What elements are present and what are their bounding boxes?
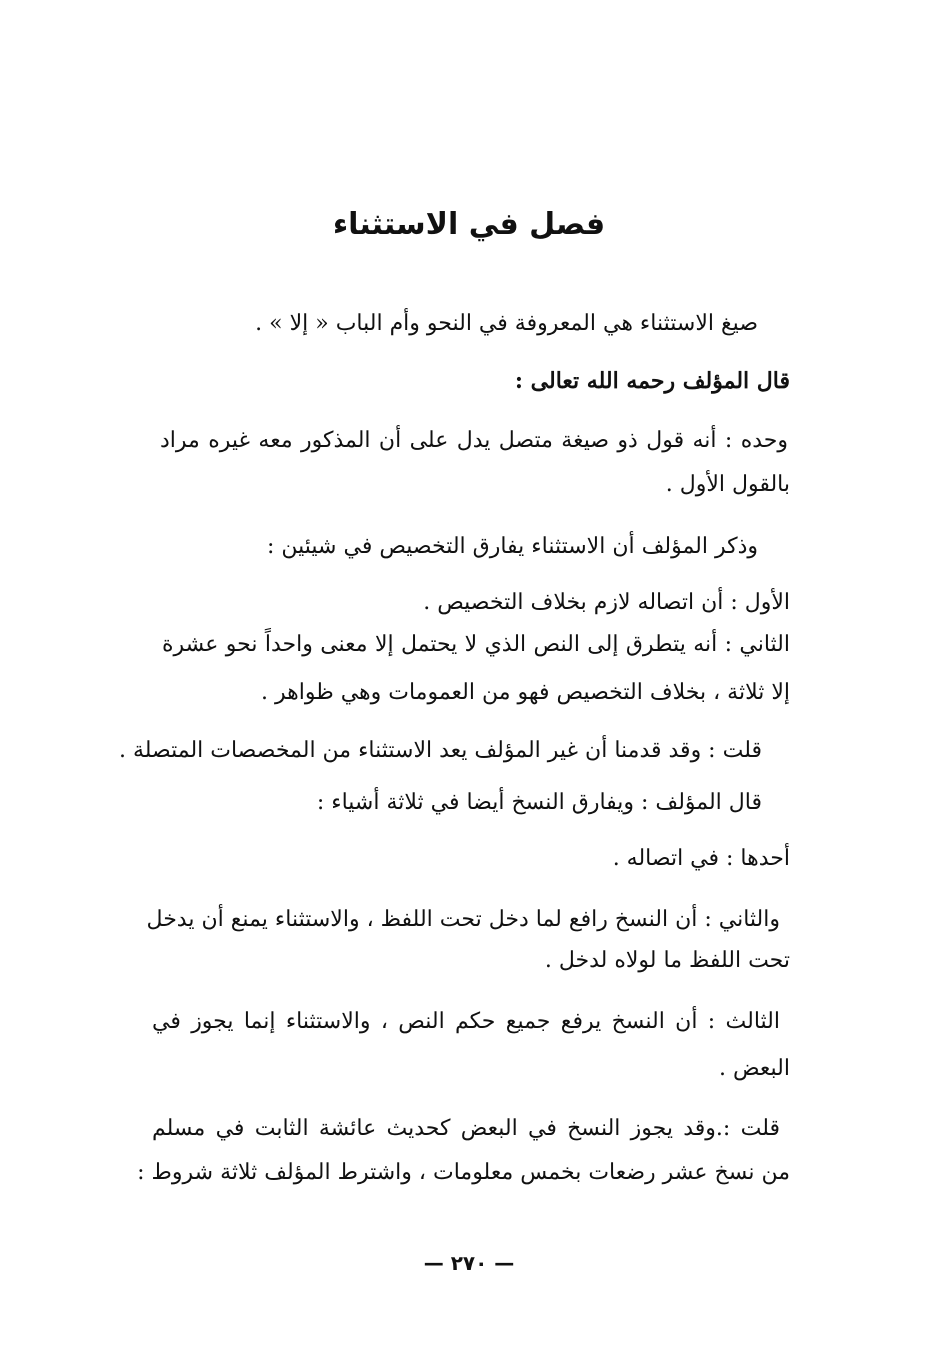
- text-line-3: وحده : أنه قول ذو صيغة متصل يدل على أن المذكور معه غيره مراد: [160, 428, 788, 453]
- text-line-16: قلت :.وقد يجوز النسخ في البعض كحديث عائشة الثابت في مسلم: [152, 1116, 780, 1141]
- text-line-13: تحت اللفظ ما لولاه لدخل .: [544, 948, 790, 973]
- text-line-1: صيغ الاستثناء هي المعروفة في النحو وأم الباب « إلا » .: [255, 311, 758, 336]
- text-line-14: الثالث : أن النسخ يرفع جميع حكم النص ، والاستثناء إنما يجوز في: [152, 1009, 780, 1034]
- text-line-2: قال المؤلف رحمه الله تعالى :: [514, 368, 790, 394]
- text-line-11: أحدها : في اتصاله .: [612, 846, 790, 871]
- text-line-9: قلت : وقد قدمنا أن غير المؤلف يعد الاستثناء من المخصصات المتصلة .: [118, 738, 762, 763]
- text-line-4: بالقول الأول .: [665, 472, 790, 497]
- text-line-8: إلا ثلاثة ، بخلاف التخصيص فهو من العمومات وهي ظواهر .: [261, 680, 790, 705]
- text-line-5: وذكر المؤلف أن الاستثناء يفارق التخصيص في شيئين :: [266, 534, 758, 559]
- text-line-12: والثاني : أن النسخ رافع لما دخل تحت اللفظ ، والاستثناء يمنع أن يدخل: [146, 907, 780, 932]
- text-line-17: من نسخ عشر رضعات بخمس معلومات ، واشترط المؤلف ثلاثة شروط :: [137, 1160, 790, 1185]
- section-title: فصل في الاستثناء: [332, 207, 606, 242]
- text-line-10: قال المؤلف : ويفارق النسخ أيضا في ثلاثة أشياء :: [316, 790, 762, 815]
- text-line-6: الأول : أن اتصاله لازم بخلاف التخصيص .: [423, 590, 790, 615]
- text-line-7: الثاني : أنه يتطرق إلى النص الذي لا يحتمل إلا معنى واحداً نحو عشرة: [162, 632, 790, 657]
- text-line-15: البعض .: [718, 1056, 790, 1081]
- page-number: — ٢٧٠ —: [423, 1251, 515, 1275]
